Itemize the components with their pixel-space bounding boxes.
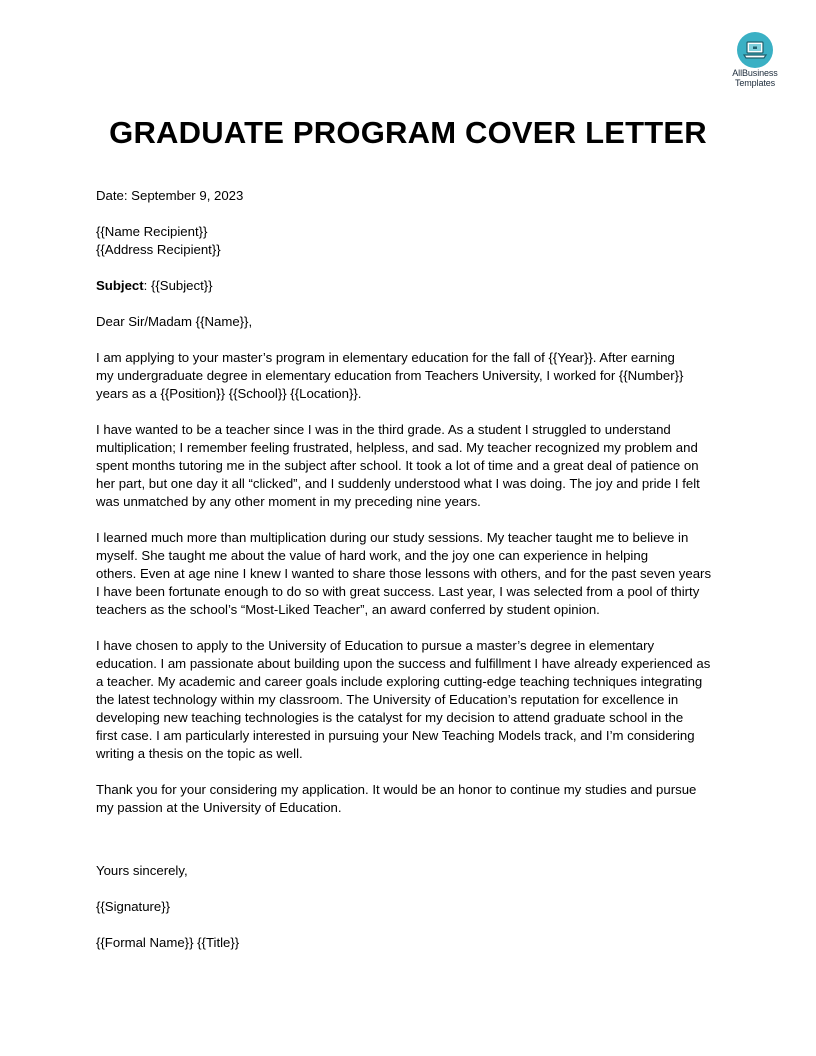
paragraph-line: spent months tutoring me in the subject after school. It took a lot of time and a great deal of patience on bbox=[96, 458, 699, 473]
paragraph-line: my passion at the University of Education. bbox=[96, 800, 342, 815]
logo-circle bbox=[737, 32, 773, 68]
paragraph-line: I am applying to your master’s program in elementary education for the fall of {{Year}}. After earning bbox=[96, 350, 675, 365]
date-line: Date: September 9, 2023 bbox=[96, 188, 244, 203]
formal-name: {{Formal Name}} {{Title}} bbox=[96, 935, 240, 950]
paragraph-line: I learned much more than multiplication during our study sessions. My teacher taught me to believe in bbox=[96, 530, 689, 545]
laptop-icon bbox=[737, 32, 773, 68]
recipient-name: {{Name Recipient}} bbox=[96, 224, 208, 239]
logo-text-line1: AllBusiness bbox=[732, 68, 778, 78]
paragraph-4 bbox=[96, 637, 724, 763]
subject-label: Subject bbox=[96, 278, 144, 293]
paragraph-1 bbox=[96, 349, 724, 403]
paragraph-line: years as a {{Position}} {{School}} {{Location}}. bbox=[96, 386, 362, 401]
paragraph-line: I have chosen to apply to the University of Education to pursue a master’s degree in elementary bbox=[96, 638, 655, 653]
paragraph-5 bbox=[96, 781, 724, 817]
paragraph-line: was unmatched by any other moment in my preceding nine years. bbox=[96, 494, 481, 509]
company-logo bbox=[722, 32, 788, 88]
paragraph-line: I have been fortunate enough to do so with great success. Last year, I was selected from a pool of thirty bbox=[96, 584, 700, 599]
paragraph-line: the latest technology within my classroom. The University of Education’s reputation for excellence in bbox=[96, 692, 679, 707]
page-title: GRADUATE PROGRAM COVER LETTER bbox=[109, 115, 707, 150]
paragraph-line: a teacher. My academic and career goals include exploring cutting-edge teaching techniques integrating bbox=[96, 674, 703, 689]
paragraph-line: I have wanted to be a teacher since I was in the third grade. As a student I struggled to understand bbox=[96, 422, 671, 437]
paragraph-2 bbox=[96, 421, 724, 511]
paragraph-3 bbox=[96, 529, 724, 619]
paragraph-line: teachers as the school’s “Most-Liked Teacher”, an award conferred by student opinion. bbox=[96, 602, 600, 617]
paragraph-line: her part, but one day it all “clicked”, and I suddenly understood what I was doing. The joy and pride I felt bbox=[96, 476, 700, 491]
paragraph-line: education. I am passionate about building upon the success and fulfillment I have already experienced as bbox=[96, 656, 711, 671]
logo-text-line2: Templates bbox=[734, 78, 776, 88]
paragraph-line: first case. I am particularly interested in pursuing your New Teaching Models track, and I’m considering bbox=[96, 728, 695, 743]
paragraph-line: others. Even at age nine I knew I wanted to share those lessons with others, and for the past seven years bbox=[96, 566, 712, 581]
paragraph-line: developing new teaching technologies is the catalyst for my decision to attend graduate school in the bbox=[96, 710, 684, 725]
paragraph-line: writing a thesis on the topic as well. bbox=[96, 746, 303, 761]
paragraph-line: my undergraduate degree in elementary education from Teachers University, I worked for {{Number}} bbox=[96, 368, 684, 383]
paragraph-line: myself. She taught me about the value of hard work, and the joy one can experience in helping bbox=[96, 548, 649, 563]
recipient-address: {{Address Recipient}} bbox=[96, 242, 221, 257]
letter-body bbox=[96, 187, 724, 952]
subject-line bbox=[96, 277, 724, 295]
paragraph-line: Thank you for your considering my application. It would be an honor to continue my studies and pursue bbox=[96, 782, 697, 797]
subject-value: : {{Subject}} bbox=[143, 278, 213, 293]
salutation: Dear Sir/Madam {{Name}}, bbox=[96, 314, 253, 329]
closing: Yours sincerely, bbox=[96, 863, 188, 878]
signature-placeholder: {{Signature}} bbox=[96, 899, 171, 914]
paragraph-line: multiplication; I remember feeling frustrated, helpless, and sad. My teacher recognized my problem and bbox=[96, 440, 698, 455]
